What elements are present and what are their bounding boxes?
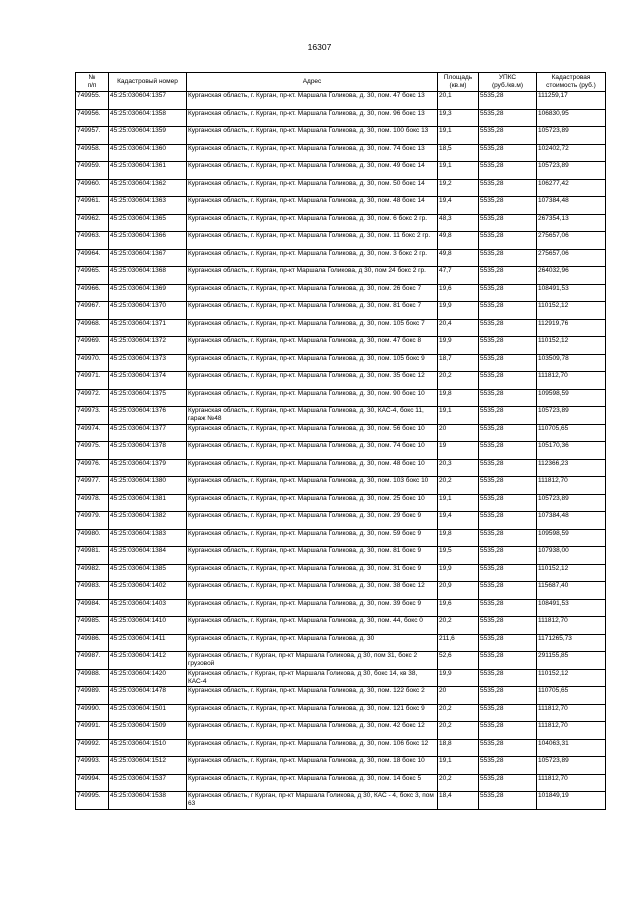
row-number: 749994. (76, 774, 109, 792)
upks: 5535,28 (479, 109, 537, 127)
row-number: 749972. (76, 389, 109, 407)
table-row (76, 232, 606, 250)
cadastral-value: 109598,59 (537, 389, 606, 407)
row-number: 749974. (76, 424, 109, 442)
cadastral-number: 45:25:030604:1367 (109, 249, 187, 267)
row-number: 749966. (76, 284, 109, 302)
upks: 5535,28 (479, 634, 537, 652)
cadastral-value: 108491,53 (537, 599, 606, 617)
row-number: 749964. (76, 249, 109, 267)
address: Курганская область, г. Курган, пр-кт. Маршала Голикова, д. 30, пом. 49 бокс 14 (187, 162, 438, 180)
cadastral-number: 45:25:030604:1381 (109, 494, 187, 512)
cadastral-value: 115687,40 (537, 582, 606, 600)
table-row (76, 529, 606, 547)
upks: 5535,28 (479, 162, 537, 180)
address: Курганская область, г. Курган, пр-кт. Маршала Голикова, д. 30, пом. 31 бокс 9 (187, 564, 438, 582)
cadastral-number: 45:25:030604:1373 (109, 354, 187, 372)
area: 19,2 (438, 179, 479, 197)
table-row (76, 687, 606, 705)
cadastral-value: 105723,89 (537, 494, 606, 512)
area: 20,2 (438, 617, 479, 635)
row-number: 749987. (76, 652, 109, 670)
area: 19,8 (438, 529, 479, 547)
cadastral-value: 275657,06 (537, 232, 606, 250)
row-number: 749960. (76, 179, 109, 197)
upks: 5535,28 (479, 687, 537, 705)
page-number: 16307 (307, 42, 332, 52)
area: 18,5 (438, 144, 479, 162)
address: Курганская область, г Курган, пр-кт Маршала Голикова, д 30, пом 31, бокс 2 грузовой (187, 652, 438, 670)
row-number: 749982. (76, 564, 109, 582)
cadastral-value: 109598,59 (537, 529, 606, 547)
upks: 5535,28 (479, 92, 537, 110)
upks: 5535,28 (479, 267, 537, 285)
upks: 5535,28 (479, 354, 537, 372)
address: Курганская область, г. Курган, пр-кт. Маршала Голикова, д. 30, пом. 105 бокс 9 (187, 354, 438, 372)
row-number: 749990. (76, 704, 109, 722)
upks: 5535,28 (479, 179, 537, 197)
table-row (76, 704, 606, 722)
upks: 5535,28 (479, 792, 537, 810)
cadastral-value: 106830,95 (537, 109, 606, 127)
table-row (76, 599, 606, 617)
row-number: 749967. (76, 302, 109, 320)
address: Курганская область, г. Курган, пр-кт. Маршала Голикова, д. 30, пом. 90 бокс 10 (187, 389, 438, 407)
upks: 5535,28 (479, 652, 537, 670)
cadastral-number: 45:25:030604:1361 (109, 162, 187, 180)
cadastral-value: 101849,19 (537, 792, 606, 810)
address: Курганская область, г. Курган, пр-кт. Маршала Голикова, д. 30, пом. 47 бокс 13 (187, 92, 438, 110)
upks: 5535,28 (479, 424, 537, 442)
upks: 5535,28 (479, 389, 537, 407)
cadastral-value: 111812,70 (537, 372, 606, 390)
cadastral-number: 45:25:030604:1357 (109, 92, 187, 110)
row-number: 749970. (76, 354, 109, 372)
address: Курганская область, г. Курган, пр-кт. Маршала Голикова, д. 30, пом. 14 бокс 5 (187, 774, 438, 792)
upks: 5535,28 (479, 564, 537, 582)
cadastral-number: 45:25:030604:1384 (109, 547, 187, 565)
row-number: 749973. (76, 407, 109, 425)
area: 20,2 (438, 477, 479, 495)
address: Курганская область, г. Курган, пр-кт. Маршала Голикова, д. 30 (187, 634, 438, 652)
cadastral-value: 105723,89 (537, 407, 606, 425)
upks: 5535,28 (479, 757, 537, 775)
table-row (76, 319, 606, 337)
cadastral-value: 107384,48 (537, 512, 606, 530)
cadastral-value: 108491,53 (537, 284, 606, 302)
area: 20,4 (438, 319, 479, 337)
row-number: 749958. (76, 144, 109, 162)
upks: 5535,28 (479, 477, 537, 495)
area: 19,6 (438, 284, 479, 302)
cadastral-number: 45:25:030604:1369 (109, 284, 187, 302)
column-header-address: Адрес (187, 73, 438, 92)
address: Курганская область, г. Курган, пр-кт. Маршала Голикова, д. 30, пом. 50 бокс 14 (187, 179, 438, 197)
upks: 5535,28 (479, 547, 537, 565)
table-row (76, 302, 606, 320)
row-number: 749968. (76, 319, 109, 337)
address: Курганская область, г. Курган, пр-кт. Маршала Голикова, д. 30, пом. 29 бокс 9 (187, 512, 438, 530)
cadastral-number: 45:25:030604:1478 (109, 687, 187, 705)
address: Курганская область, г. Курган, пр-кт. Маршала Голикова, д. 30, пом. 48 бокс 14 (187, 197, 438, 215)
area: 19,9 (438, 337, 479, 355)
table-row (76, 337, 606, 355)
area: 19,4 (438, 197, 479, 215)
cadastral-number: 45:25:030604:1402 (109, 582, 187, 600)
address: Курганская область, г Курган, пр-кт Маршала Голикова, д 30, КАС - 4, бокс 3, пом 63 (187, 792, 438, 810)
cadastral-value: 291155,85 (537, 652, 606, 670)
cadastral-value: 267354,13 (537, 214, 606, 232)
address: Курганская область, г. Курган, пр-кт. Маршала Голикова, д. 30, пом. 47 бокс 8 (187, 337, 438, 355)
cadastral-number: 45:25:030604:1537 (109, 774, 187, 792)
address: Курганская область, г. Курган, пр-кт. Маршала Голикова, д. 30, пом. 74 бокс 10 (187, 442, 438, 460)
address: Курганская область, г. Курган, пр-кт. Маршала Голикова, д. 30, пом. 96 бокс 13 (187, 109, 438, 127)
cadastral-value: 110705,65 (537, 687, 606, 705)
area: 19,3 (438, 109, 479, 127)
table-row (76, 249, 606, 267)
address: Курганская область, г. Курган, пр-кт. Маршала Голикова, д. 30, пом. 3 бокс 2 гр. (187, 249, 438, 267)
area: 20 (438, 687, 479, 705)
upks: 5535,28 (479, 144, 537, 162)
upks: 5535,28 (479, 284, 537, 302)
cadastral-number: 45:25:030604:1411 (109, 634, 187, 652)
table-row (76, 442, 606, 460)
cadastral-value: 275657,06 (537, 249, 606, 267)
area: 19,1 (438, 494, 479, 512)
upks: 5535,28 (479, 739, 537, 757)
upks: 5535,28 (479, 127, 537, 145)
row-number: 749986. (76, 634, 109, 652)
area: 20,2 (438, 704, 479, 722)
address: Курганская область, г Курган, пр-кт Маршала Голикова, д 30, бокс 14, кв 38, КАС-4 (187, 669, 438, 687)
cadastral-value: 264032,96 (537, 267, 606, 285)
address: Курганская область, г. Курган, пр-кт. Маршала Голикова, д. 30, пом. 48 бокс 10 (187, 459, 438, 477)
cadastral-value: 110152,12 (537, 669, 606, 687)
table-row (76, 652, 606, 670)
table-row (76, 354, 606, 372)
cadastral-value: 105170,36 (537, 442, 606, 460)
cadastral-number: 45:25:030604:1376 (109, 407, 187, 425)
area: 19,4 (438, 512, 479, 530)
cadastral-number: 45:25:030604:1366 (109, 232, 187, 250)
area: 19,9 (438, 564, 479, 582)
row-number: 749961. (76, 197, 109, 215)
area: 19,9 (438, 302, 479, 320)
table-row (76, 424, 606, 442)
upks: 5535,28 (479, 232, 537, 250)
address: Курганская область, г. Курган, пр-кт. Маршала Голикова, д. 30, пом. 106 бокс 12 (187, 739, 438, 757)
area: 20 (438, 424, 479, 442)
cadastral-value: 111812,70 (537, 722, 606, 740)
upks: 5535,28 (479, 512, 537, 530)
cadastral-number: 45:25:030604:1382 (109, 512, 187, 530)
table-row (76, 617, 606, 635)
cadastral-value-table (75, 72, 606, 810)
upks: 5535,28 (479, 319, 537, 337)
table-row (76, 564, 606, 582)
address: Курганская область, г. Курган, пр-кт. Маршала Голикова, д. 30, пом. 44, бокс 0 (187, 617, 438, 635)
cadastral-number: 45:25:030604:1370 (109, 302, 187, 320)
table-row (76, 162, 606, 180)
cadastral-number: 45:25:030604:1538 (109, 792, 187, 810)
table-row (76, 547, 606, 565)
cadastral-number: 45:25:030604:1412 (109, 652, 187, 670)
table-row (76, 267, 606, 285)
address: Курганская область, г. Курган, пр-кт. Маршала Голикова, д. 30, пом. 122 бокс 2 (187, 687, 438, 705)
cadastral-number: 45:25:030604:1403 (109, 599, 187, 617)
cadastral-number: 45:25:030604:1380 (109, 477, 187, 495)
cadastral-value: 107938,00 (537, 547, 606, 565)
table-row (76, 127, 606, 145)
cadastral-value: 110705,65 (537, 424, 606, 442)
area: 18,8 (438, 739, 479, 757)
table-row (76, 669, 606, 687)
upks: 5535,28 (479, 214, 537, 232)
address: Курганская область, г. Курган, пр-кт. Маршала Голикова, д. 30, пом. 100 бокс 13 (187, 127, 438, 145)
upks: 5535,28 (479, 529, 537, 547)
cadastral-number: 45:25:030604:1420 (109, 669, 187, 687)
address: Курганская область, г. Курган, пр-кт. Маршала Голикова, д. 30, пом. 39 бокс 9 (187, 599, 438, 617)
table-row (76, 739, 606, 757)
area: 20,2 (438, 372, 479, 390)
address: Курганская область, г. Курган, пр-кт. Маршала Голикова, д. 30, пом. 11 бокс 2 гр. (187, 232, 438, 250)
upks: 5535,28 (479, 197, 537, 215)
upks: 5535,28 (479, 302, 537, 320)
cadastral-number: 45:25:030604:1363 (109, 197, 187, 215)
table-row (76, 582, 606, 600)
upks: 5535,28 (479, 669, 537, 687)
upks: 5535,28 (479, 599, 537, 617)
upks: 5535,28 (479, 249, 537, 267)
area: 19,8 (438, 389, 479, 407)
cadastral-value: 105723,89 (537, 127, 606, 145)
address: Курганская область, г. Курган, пр-кт Маршала Голикова, д 30, пом 24 бокс 2 гр. (187, 267, 438, 285)
address: Курганская область, г. Курган, пр-кт. Маршала Голикова, д. 30, пом. 81 бокс 9 (187, 547, 438, 565)
cadastral-number: 45:25:030604:1410 (109, 617, 187, 635)
cadastral-value: 102402,72 (537, 144, 606, 162)
table-row (76, 284, 606, 302)
row-number: 749955. (76, 92, 109, 110)
row-number: 749980. (76, 529, 109, 547)
area: 49,8 (438, 249, 479, 267)
upks: 5535,28 (479, 442, 537, 460)
cadastral-value: 111812,70 (537, 774, 606, 792)
cadastral-number: 45:25:030604:1512 (109, 757, 187, 775)
upks: 5535,28 (479, 722, 537, 740)
cadastral-number: 45:25:030604:1372 (109, 337, 187, 355)
address: Курганская область, г. Курган, пр-кт. Маршала Голикова, д. 30, пом. 105 бокс 7 (187, 319, 438, 337)
address: Курганская область, г. Курган, пр-кт. Маршала Голикова, д. 30, пом. 121 бокс 9 (187, 704, 438, 722)
table-row (76, 407, 606, 425)
row-number: 749991. (76, 722, 109, 740)
upks: 5535,28 (479, 617, 537, 635)
area: 19 (438, 442, 479, 460)
cadastral-number: 45:25:030604:1360 (109, 144, 187, 162)
cadastral-number: 45:25:030604:1501 (109, 704, 187, 722)
address: Курганская область, г. Курган, пр-кт. Маршала Голикова, д. 30, пом. 103 бокс 10 (187, 477, 438, 495)
row-number: 749962. (76, 214, 109, 232)
table-row (76, 792, 606, 810)
cadastral-number: 45:25:030604:1362 (109, 179, 187, 197)
cadastral-value: 106277,42 (537, 179, 606, 197)
upks: 5535,28 (479, 582, 537, 600)
table-row (76, 179, 606, 197)
address: Курганская область, г. Курган, пр-кт. Маршала Голикова, д. 30, пом. 6 бокс 2 гр. (187, 214, 438, 232)
cadastral-value: 110152,12 (537, 302, 606, 320)
area: 19,5 (438, 547, 479, 565)
row-number: 749993. (76, 757, 109, 775)
column-header-area: Площадь (кв.м) (438, 73, 479, 92)
upks: 5535,28 (479, 337, 537, 355)
row-number: 749992. (76, 739, 109, 757)
cadastral-number: 45:25:030604:1383 (109, 529, 187, 547)
row-number: 749984. (76, 599, 109, 617)
cadastral-number: 45:25:030604:1359 (109, 127, 187, 145)
row-number: 749969. (76, 337, 109, 355)
cadastral-value: 107384,48 (537, 197, 606, 215)
cadastral-number: 45:25:030604:1377 (109, 424, 187, 442)
table-row (76, 722, 606, 740)
row-number: 749957. (76, 127, 109, 145)
row-number: 749981. (76, 547, 109, 565)
address: Курганская область, г. Курган, пр-кт. Маршала Голикова, д. 30, пом. 59 бокс 9 (187, 529, 438, 547)
area: 19,1 (438, 127, 479, 145)
cadastral-number: 45:25:030604:1510 (109, 739, 187, 757)
cadastral-value: 112366,23 (537, 459, 606, 477)
cadastral-value: 105723,89 (537, 162, 606, 180)
address: Курганская область, г. Курган, пр-кт. Маршала Голикова, д. 30, пом. 25 бокс 10 (187, 494, 438, 512)
area: 19,6 (438, 599, 479, 617)
table-row (76, 389, 606, 407)
upks: 5535,28 (479, 459, 537, 477)
address: Курганская область, г. Курган, пр-кт. Маршала Голикова, д. 30, пом. 26 бокс 7 (187, 284, 438, 302)
cadastral-value: 1171265,73 (537, 634, 606, 652)
cadastral-value: 112919,76 (537, 319, 606, 337)
cadastral-value: 104063,31 (537, 739, 606, 757)
cadastral-number: 45:25:030604:1509 (109, 722, 187, 740)
table-row (76, 757, 606, 775)
table-row (76, 144, 606, 162)
address: Курганская область, г. Курган, пр-кт. Маршала Голикова, д. 30, КАС-4, бокс 11, гараж №48 (187, 407, 438, 425)
area: 211,6 (438, 634, 479, 652)
row-number: 749979. (76, 512, 109, 530)
upks: 5535,28 (479, 372, 537, 390)
upks: 5535,28 (479, 407, 537, 425)
row-number: 749988. (76, 669, 109, 687)
row-number: 749971. (76, 372, 109, 390)
upks: 5535,28 (479, 774, 537, 792)
table-row (76, 372, 606, 390)
cadastral-number: 45:25:030604:1374 (109, 372, 187, 390)
area: 52,6 (438, 652, 479, 670)
column-header-cadastral-value: Кадастровая стоимость (руб.) (537, 73, 606, 92)
cadastral-value: 111812,70 (537, 704, 606, 722)
address: Курганская область, г. Курган, пр-кт. Маршала Голикова, д. 30, пом. 74 бокс 13 (187, 144, 438, 162)
table-header-row (76, 73, 606, 92)
cadastral-number: 45:25:030604:1371 (109, 319, 187, 337)
row-number: 749965. (76, 267, 109, 285)
table-row (76, 459, 606, 477)
area: 19,9 (438, 669, 479, 687)
table-row (76, 634, 606, 652)
row-number: 749977. (76, 477, 109, 495)
table-row (76, 512, 606, 530)
address: Курганская область, г. Курган, пр-кт. Маршала Голикова, д. 30, пом. 81 бокс 7 (187, 302, 438, 320)
cadastral-value: 111259,17 (537, 92, 606, 110)
cadastral-value: 103509,78 (537, 354, 606, 372)
cadastral-number: 45:25:030604:1379 (109, 459, 187, 477)
row-number: 749978. (76, 494, 109, 512)
row-number: 749975. (76, 442, 109, 460)
address: Курганская область, г. Курган, пр-кт. Маршала Голикова, д. 30, пом. 42 бокс 12 (187, 722, 438, 740)
cadastral-number: 45:25:030604:1378 (109, 442, 187, 460)
area: 20,3 (438, 459, 479, 477)
address: Курганская область, г. Курган, пр-кт. Маршала Голикова, д. 30, пом. 56 бокс 10 (187, 424, 438, 442)
table-body (76, 92, 606, 810)
row-number: 749959. (76, 162, 109, 180)
cadastral-value: 110152,12 (537, 337, 606, 355)
column-header-number: № п/п (76, 73, 109, 92)
address: Курганская область, г. Курган, пр-кт. Маршала Голикова, д. 30, пом. 18 бокс 10 (187, 757, 438, 775)
area: 47,7 (438, 267, 479, 285)
row-number: 749983. (76, 582, 109, 600)
area: 20,9 (438, 582, 479, 600)
row-number: 749989. (76, 687, 109, 705)
area: 20,1 (438, 92, 479, 110)
row-number: 749976. (76, 459, 109, 477)
area: 20,2 (438, 774, 479, 792)
table-row (76, 774, 606, 792)
cadastral-value: 111812,70 (537, 477, 606, 495)
area: 19,1 (438, 757, 479, 775)
upks: 5535,28 (479, 494, 537, 512)
area: 18,7 (438, 354, 479, 372)
cadastral-value: 105723,89 (537, 757, 606, 775)
table-row (76, 197, 606, 215)
cadastral-number: 45:25:030604:1365 (109, 214, 187, 232)
table-row (76, 494, 606, 512)
row-number: 749963. (76, 232, 109, 250)
table-row (76, 109, 606, 127)
area: 19,1 (438, 407, 479, 425)
cadastral-value: 111812,70 (537, 617, 606, 635)
column-header-upks: УПКС (руб./кв.м) (479, 73, 537, 92)
area: 18,4 (438, 792, 479, 810)
area: 20,2 (438, 722, 479, 740)
row-number: 749995. (76, 792, 109, 810)
table-row (76, 92, 606, 110)
table-row (76, 214, 606, 232)
row-number: 749956. (76, 109, 109, 127)
cadastral-number: 45:25:030604:1385 (109, 564, 187, 582)
upks: 5535,28 (479, 704, 537, 722)
cadastral-value: 110152,12 (537, 564, 606, 582)
table-row (76, 477, 606, 495)
address: Курганская область, г. Курган, пр-кт. Маршала Голикова, д. 30, пом. 38 бокс 12 (187, 582, 438, 600)
column-header-cadastral-number: Кадастровый номер (109, 73, 187, 92)
area: 19,1 (438, 162, 479, 180)
cadastral-number: 45:25:030604:1368 (109, 267, 187, 285)
area: 49,8 (438, 232, 479, 250)
area: 48,3 (438, 214, 479, 232)
cadastral-number: 45:25:030604:1358 (109, 109, 187, 127)
cadastral-number: 45:25:030604:1375 (109, 389, 187, 407)
address: Курганская область, г. Курган, пр-кт. Маршала Голикова, д. 30, пом. 35 бокс 12 (187, 372, 438, 390)
row-number: 749985. (76, 617, 109, 635)
